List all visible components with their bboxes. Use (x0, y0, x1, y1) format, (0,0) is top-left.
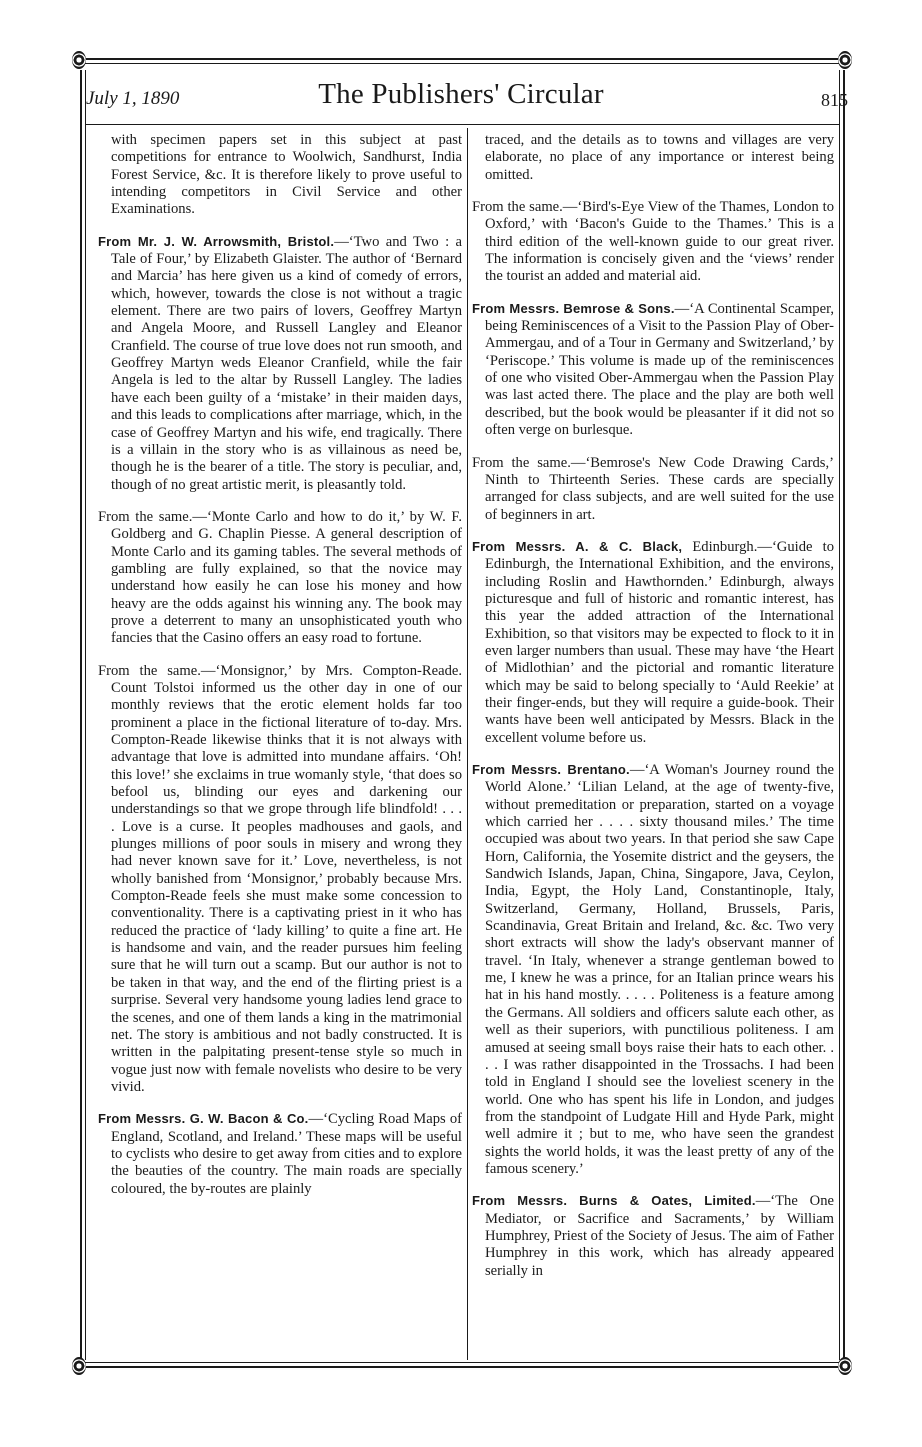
top-rule-thick (82, 58, 846, 60)
right-column (472, 131, 834, 1294)
review-entry: From the same.—‘Monte Carlo and how to do it,’ by W. F. Goldberg and G. Chaplin Piesse. A general description of Monte Carlo and its gaming tables. The several methods of gambling are fully explained, so that the novice may understand how easily he can lose his money and how heavy are the odds against his winning any. The book may prove a deterrent to many an unsophisticated youth who fancies that the Casino offers an easy road to fortune. (98, 508, 462, 647)
publisher-heading: From Messrs. A. & C. Black, (472, 538, 683, 554)
top-right-ornament (838, 51, 852, 69)
review-entry: From Messrs. Brentano.—‘A Woman's Journey round the World Alone.’ ‘Lilian Leland, at the age of twenty-five, without premeditation or preparation, started on a voyage which carried her . . . . sixty thousand miles.’ The time occupied was about two years. In that period she saw Cape Horn, California, the Yosemite district and the geysers, the Sandwich Islands, Japan, China, Singapore, Java, Ceylon, India, Egypt, the Holy Land, Constantinople, Italy, Switzerland, Germany, Holland, Brussels, Paris, Scandinavia, Great Britain and Ireland, &c. &c. Two very short extracts will show the lady's observant manner of travel. ‘In Italy, whenever a strange gentleman bowed to me, I knew he was a prince, for an Italian prince wears his hat in his hand mostly. . . . . Politeness is a feature among the Germans. All soldiers and officers salute each other, as well as their superiors, with punctilious politeness. I am amused at seeing small boys raise their hats to each other. . . . I was rather disappointed in the Trossachs. I had been told in England I should see the loveliest scenery in the world. One who has spent his life in London, and judges from the standpoint of Ludgate Hill and Hyde Park, might well admire it ; but to me, who have seen the grandest sights the world holds, it was the least pretty of any of the famous scenery.’ (472, 762, 835, 1177)
header-underline (86, 124, 839, 125)
left-column (98, 131, 462, 1212)
page-number: 815 (821, 90, 848, 110)
review-entry: with specimen papers set in this subject at past competitions for entrance to Woolwich, Sandhurst, India Forest Service, &c. It is therefore likely to prove useful to intending competitors in Civil Service and other Examinations. (111, 132, 462, 218)
publisher-heading: From Messrs. Burns & Oates, Limited. (472, 1193, 756, 1209)
publisher-heading: From Messrs. G. W. Bacon & Co. (98, 1111, 309, 1127)
review-entry: From the same.—‘Monsignor,’ by Mrs. Compton-Reade. Count Tolstoi informed us the other day in one of our monthly reviews that the erotic element holds far too prominent a place in the fictional literature of to-day. Mrs. Compton-Reade likewise thinks that it is not always with advantage that love is admitted into mundane affairs. ‘Oh! this love!’ she exclaims in true womanly style, ‘that does so befool us, blinding our eyes and darkening our understandings so that we grope through life blindfold! . . . . Love is a curse. It peoples madhouses and gaols, and plunges millions of poor souls in misery and wrong they had never known save for it.’ Love, nevertheless, is not wholly banished from ‘Monsignor,’ probably because Mrs. Compton-Reade feels she must make some concession to conventionality. There is a captivating priest in it who has reduced the practice of ‘lady killing’ to quite a fine art. He is handsome and vain, and the reader pursues him feeling sure that he will turn out a scamp. But our author is not to be taken in that way, and the end of the flirting priest is a surprise. Several very handsome young ladies lend grace to the scenes, and one of them lands a king in the matrimonial net. The story is ambitious and not badly constructed. It is written in the palpitating present-tense style so much in vogue just now with female novelists who desire to be very vivid. (98, 662, 462, 1095)
publisher-heading: From Messrs. Brentano. (472, 762, 630, 777)
column-divider (467, 128, 468, 1360)
bottom-left-ornament (72, 1357, 86, 1375)
review-entry: From Messrs. A. & C. Black, Edinburgh.—‘Guide to Edinburgh, the International Exhibition, and the environs, including Roslin and Hawthornden.’ Edinburgh, always picturesque and full of historic and romantic interest, has this year the added attraction of the International Exhibition, so that visitors may be expected to flock to it in even larger numbers than usual. These may have ‘the Heart of Midlothian’ and the pictorial and romantic literature which may be said to belong specially to ‘Auld Reekie’ at their finger-ends, but they will require a guide-book. Their wants have been well anticipated by Messrs. Black in the excellent volume before us. (472, 538, 834, 746)
bottom-right-ornament (838, 1357, 852, 1375)
bottom-rule-thin (82, 1362, 846, 1363)
issue-date: July 1, 1890 (86, 88, 180, 109)
left-frame-rule (80, 70, 82, 1360)
review-entry: From the same.—‘Bird's-Eye View of the Thames, London to Oxford,’ with ‘Bacon's Guide to the Thames.’ This is a third edition of the well-known guide to our great river. The information is concisely given and the ‘views’ render the tourist an added and material aid. (472, 199, 834, 285)
left-frame-rule-inner (85, 70, 86, 1360)
top-rule-thin (82, 63, 846, 64)
review-entry: From the same.—‘Bemrose's New Code Drawing Cards,’ Ninth to Thirteenth Series. These cards are specially arranged for class subjects, and are well suited for the use of beginners in art. (472, 454, 834, 523)
publication-title: The Publishers' Circular (318, 78, 604, 110)
top-left-ornament (72, 51, 86, 69)
publisher-heading: From Messrs. Bemrose & Sons. (472, 300, 675, 316)
publisher-heading: From Mr. J. W. Arrowsmith, Bristol. (98, 233, 335, 249)
bottom-rule-thick (82, 1366, 846, 1368)
review-entry: traced, and the details as to towns and villages are very elaborate, no place of any importance or interest being omitted. (485, 132, 834, 183)
right-frame-rule-inner (839, 70, 840, 1360)
review-entry: From Messrs. G. W. Bacon & Co.—‘Cycling Road Maps of England, Scotland, and Ireland.’ These maps will be useful to cyclists who desire to get away from cities and to explore the beauties of the country. The main roads are specially coloured, the by-routes are plainly (98, 1111, 462, 1197)
review-entry: From Messrs. Bemrose & Sons.—‘A Continental Scamper, being Reminiscences of a Visit to the Passion Play of Ober-Ammergau, and of a Tour in Germany and Switzerland,’ by ‘Periscope.’ This volume is made up of the reminiscences of one who visited Ober-Ammergau when the Passion Play was last acted there. The place and the play are both well described, but the book would be pleasanter if it did not so often verge on burlesque. (472, 300, 835, 439)
review-entry: From Mr. J. W. Arrowsmith, Bristol.—‘Two and Two : a Tale of Four,’ by Elizabeth Glaister. The author of ‘Bernard and Marcia’ has here given us a kind of comedy of errors, which, however, towards the close is not without a tragic element. There are two pairs of lovers, Geoffrey Martyn and Angela Moore, and Russell Langley and Eleanor Cranfield. The course of true love does not run smooth, and Geoffrey Martyn weds Eleanor Cranfield, while the fair Angela is led to the altar by Russell Langley. The ladies have each been guilty of a ‘mistake’ in their maiden days, and this leads to complications after marriage, which, in the case of Geoffrey Martyn and his wife, end tragically. There is a villain in the story who is as villainous as need be, though he is the bearer of a title. The story is peculiar, and, though of no great artistic merit, is pleasantly told. (98, 233, 462, 493)
right-frame-rule (843, 70, 845, 1360)
review-entry: From Messrs. Burns & Oates, Limited.—‘The One Mediator, or Sacrifice and Sacraments,’ by William Humphrey, Priest of the Society of Jesus. The aim of Father Humphrey in this work, which has already appeared serially in (472, 1193, 834, 1279)
